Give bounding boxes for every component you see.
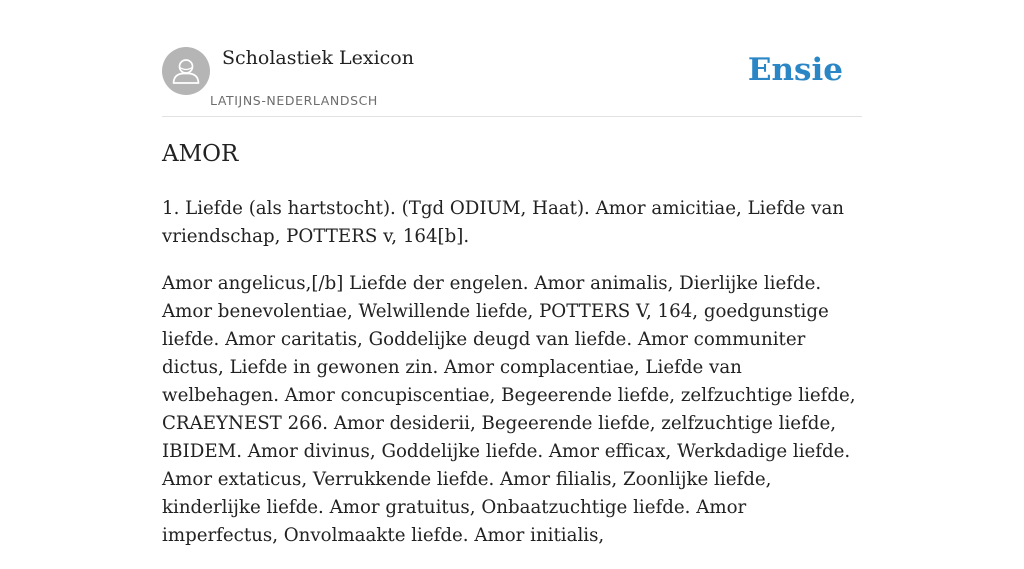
dictionary-title[interactable]: Scholastiek Lexicon: [222, 47, 414, 69]
ensie-logo[interactable]: Ensie: [747, 52, 843, 88]
definition-paragraph: Amor angelicus,[/b] Liefde der engelen. Amor animalis, Dierlijke liefde. Amor benevolentiae, Welwillende liefde, POTTERS V, 164, goedgunstige liefde. Amor caritatis, Goddelijke deugd van liefde. Amor communiter dictus, Liefde in gewonen zin. Amor complacentiae, Liefde van welbehagen. Amor concupiscentiae, Begeerende liefde, zelfzuchtige liefde, CRAEYNEST 266. Amor desiderii, Begeerende liefde, zelfzuchtige liefde, IBIDEM. Amor divinus, Goddelijke liefde. Amor efficax, Werkdadige liefde. Amor extaticus, Verrukkende liefde. Amor filialis, Zoonlijke liefde, kinderlijke liefde. Amor gratuitus, Onbaatzuchtige liefde. Amor imperfectus, Onvolmaakte liefde. Amor initialis,: [162, 273, 856, 546]
dictionary-subtitle: LATIJNS-NEDERLANDSCH: [210, 93, 378, 108]
dictionary-entry: [162, 138, 862, 569]
entry-headword: AMOR: [162, 141, 239, 167]
avatar[interactable]: [162, 47, 210, 95]
site-header: [162, 46, 862, 117]
definition-paragraph: 1. Liefde (als hartstocht). (Tgd ODIUM, Haat). Amor amicitiae, Liefde van vriendschap, POTTERS v, 164[b].: [162, 198, 845, 247]
user-icon: [162, 47, 210, 95]
